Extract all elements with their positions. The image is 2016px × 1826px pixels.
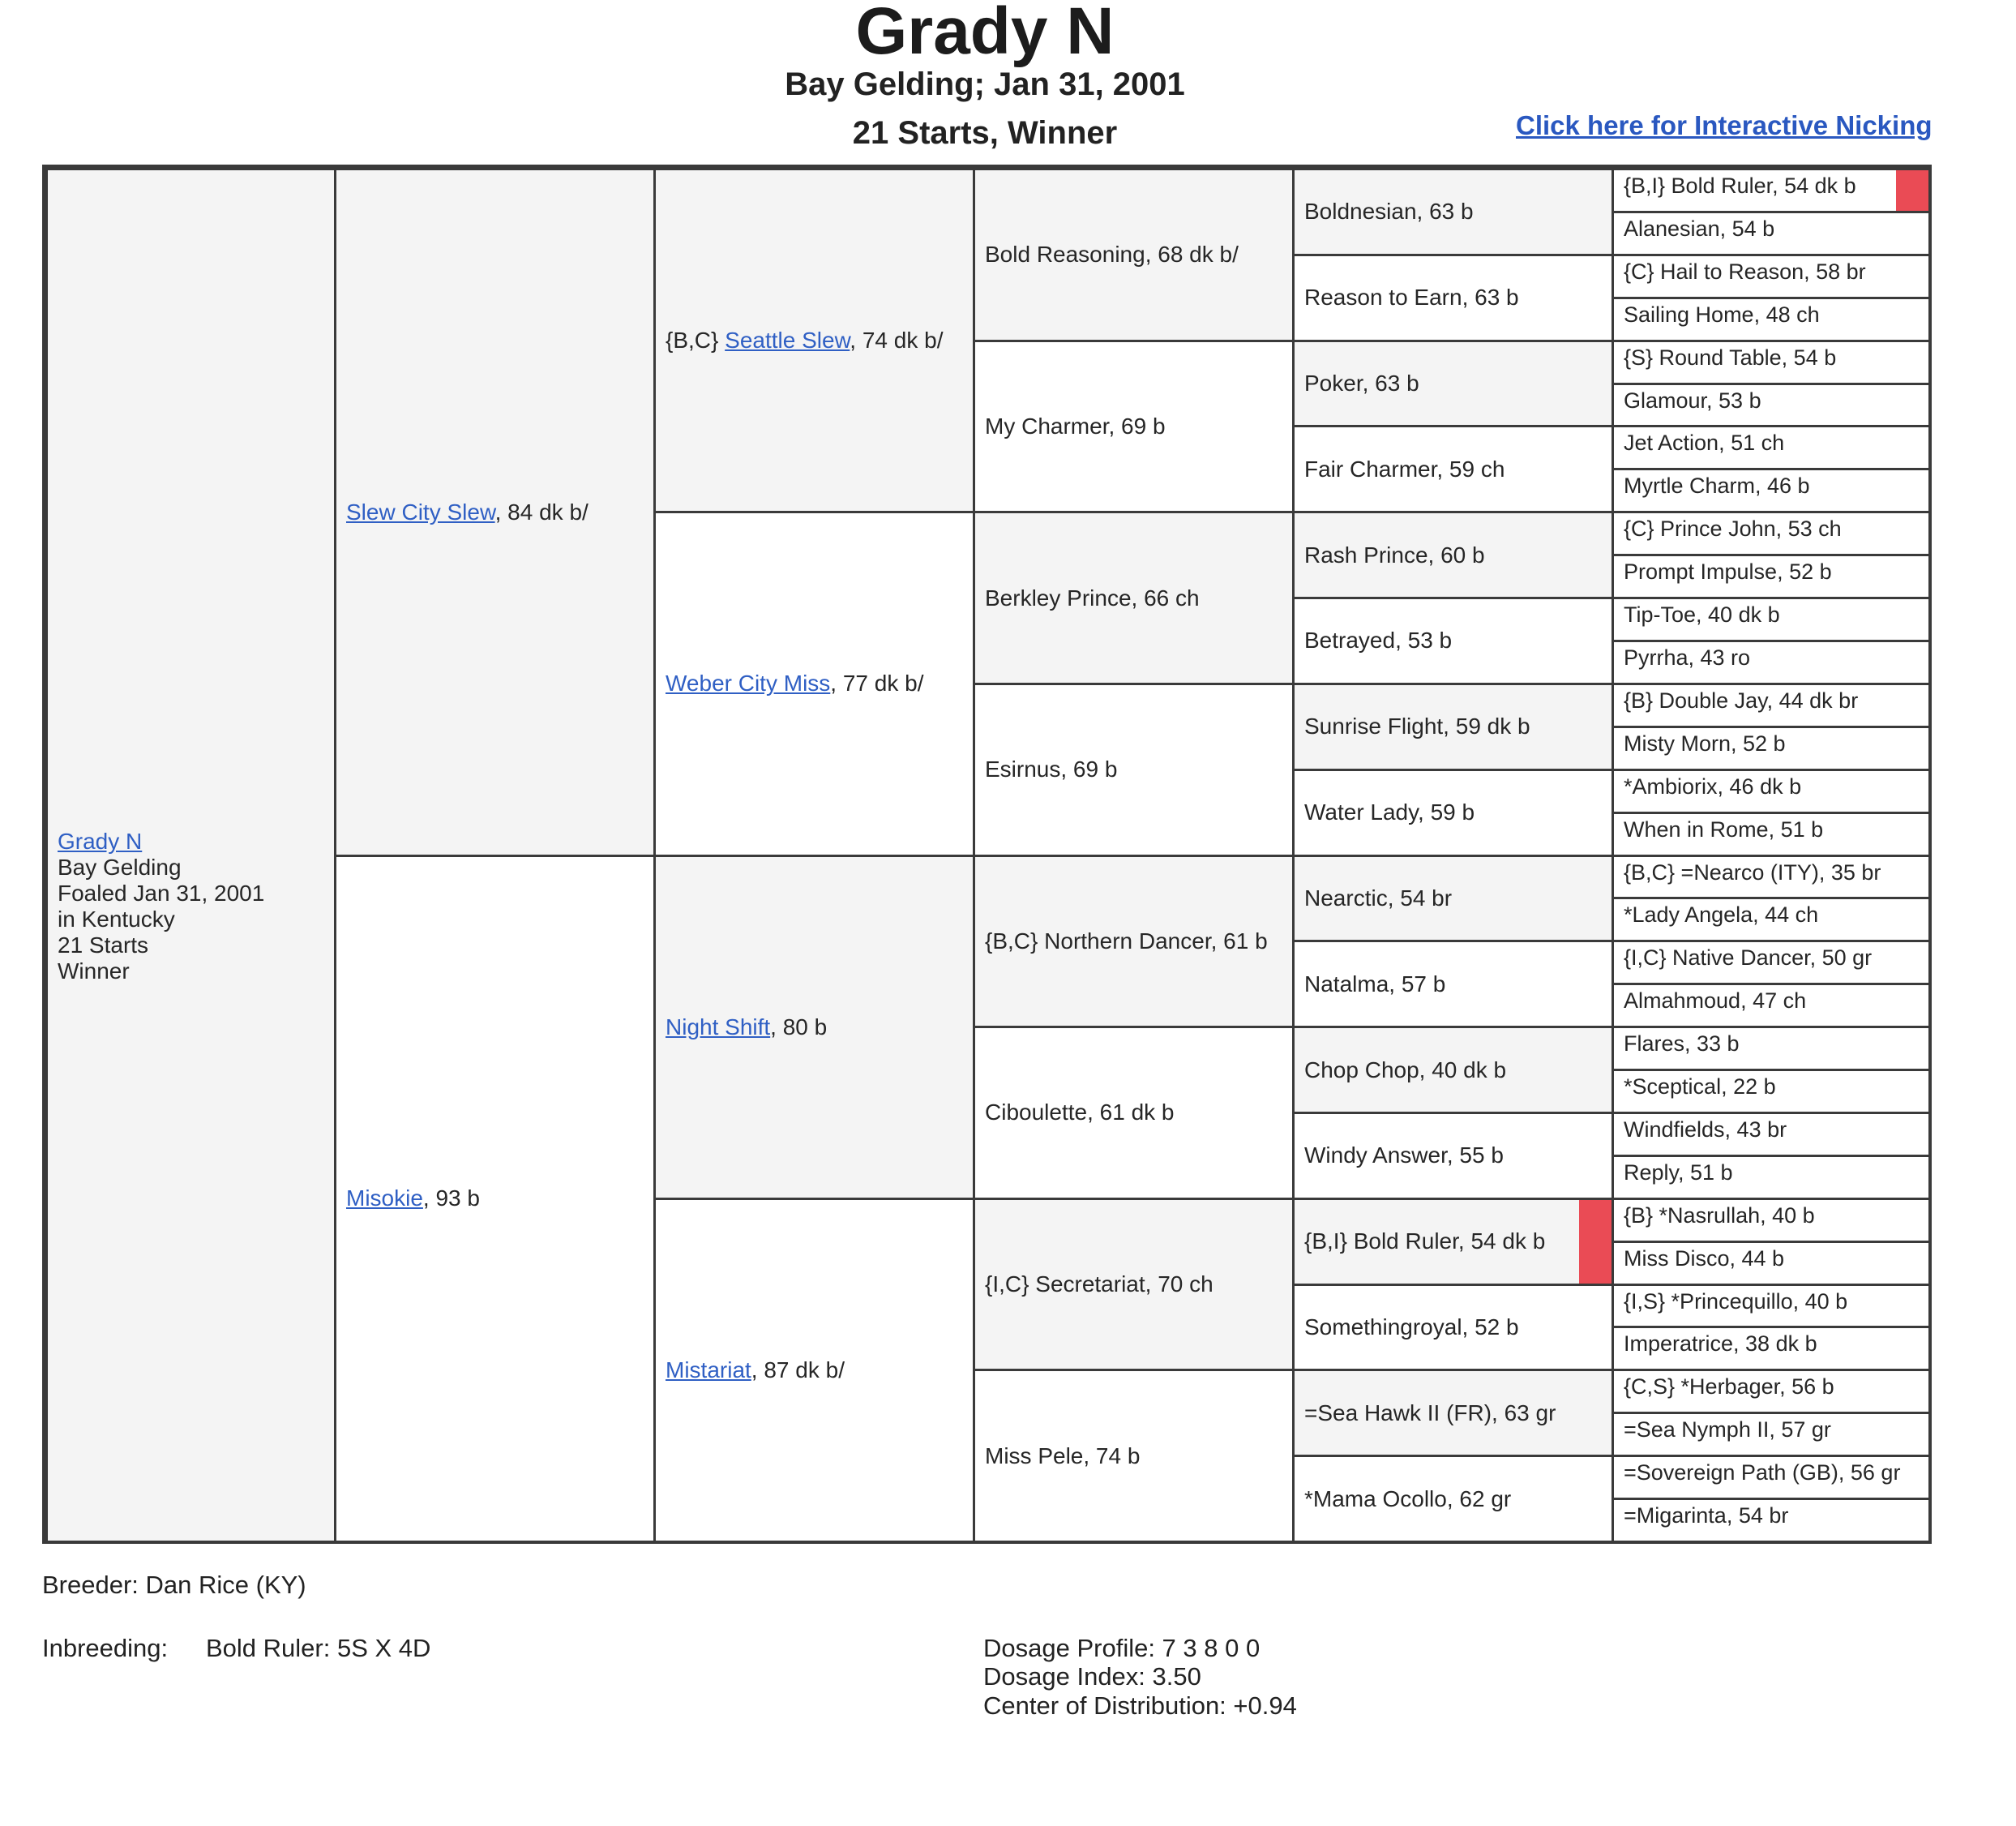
pedigree-table [42,165,1932,1544]
gen3-cell [973,1026,1295,1200]
gen4-horse: Nearctic, 54 br [1304,885,1453,911]
gen4-cell [1292,1026,1614,1114]
gen4-cell [1292,511,1614,599]
gen1-cell [334,855,656,1544]
gen5-cell [1612,812,1931,857]
gen5-horse: {C,S} *Herbager, 56 b [1624,1374,1834,1400]
inbreeding-value: Bold Ruler: 5S X 4D [206,1634,431,1662]
gen5-horse: {C} Prince John, 53 ch [1624,517,1842,542]
gen4-cell [1292,1198,1614,1286]
gen5-cell [1612,1069,1931,1114]
gen4-cell [1292,940,1614,1028]
gen3-horse: Ciboulette, 61 dk b [985,1099,1175,1125]
gen2-horse-link[interactable]: Seattle Slew [725,328,850,354]
gen3-cell [973,1198,1295,1372]
interactive-nicking-link[interactable]: Click here for Interactive Nicking [1516,110,1933,140]
gen2-cell [653,1198,975,1543]
gen1-horse-detail: , 93 b [422,1185,480,1211]
gen2-horse-detail: , 80 b [770,1014,828,1039]
gen4-horse: Windy Answer, 55 b [1304,1142,1504,1168]
gen4-horse: {B,I} Bold Ruler, 54 dk b [1304,1228,1546,1254]
inbreeding-marker [1579,1200,1612,1284]
gen4-horse: *Mama Ocollo, 62 gr [1304,1485,1512,1511]
gen5-cell [1612,1112,1931,1157]
gen5-cell [1612,640,1931,685]
gen4-cell [1292,254,1614,342]
gen5-cell [1612,1241,1931,1286]
gen3-cell [973,855,1295,1029]
gen5-cell [1612,254,1931,299]
gen5-horse: Prompt Impulse, 52 b [1624,559,1832,585]
gen3-horse: Miss Pele, 74 b [985,1442,1141,1468]
gen5-cell [1612,340,1931,385]
gen5-horse: Miss Disco, 44 b [1624,1245,1785,1271]
gen5-horse: Sailing Home, 48 ch [1624,302,1820,327]
gen2-horse-link[interactable]: Weber City Miss [666,671,831,697]
subject-detail-line: Winner [58,958,130,984]
gen5-horse: *Sceptical, 22 b [1624,1074,1776,1099]
inbreeding-marker [1896,170,1928,211]
subject-detail-line: Bay Gelding [58,855,182,880]
gen3-horse: Bold Reasoning, 68 dk b/ [985,242,1239,268]
gen5-horse: Almahmoud, 47 ch [1624,988,1807,1014]
gen2-horse-link[interactable]: Night Shift [666,1014,771,1039]
gen4-horse: Water Lady, 59 b [1304,799,1475,825]
gen1-cell [334,168,656,857]
gen4-cell [1292,1284,1614,1372]
gen2-cell [653,855,975,1200]
subject-detail-line: 21 Starts [58,932,149,958]
gen3-horse: Berkley Prince, 66 ch [985,585,1200,611]
gen5-horse: *Ambiorix, 46 dk b [1624,774,1802,799]
gen5-horse: When in Rome, 51 b [1624,817,1824,842]
gen2-horse-detail: , 87 dk b/ [751,1357,845,1382]
horse-description: Bay Gelding; Jan 31, 2001 [785,66,1185,102]
gen2-horse-link[interactable]: Mistariat [666,1357,751,1382]
gen5-horse: Imperatrice, 38 dk b [1624,1331,1817,1357]
gen5-cell [1612,769,1931,814]
gen5-cell [1612,855,1931,900]
gen3-horse: Esirnus, 69 b [985,757,1118,782]
gen5-cell [1612,211,1931,256]
gen5-cell [1612,683,1931,728]
gen4-cell [1292,1112,1614,1200]
subject-details [58,829,264,984]
gen3-horse: My Charmer, 69 b [985,413,1166,439]
gen5-horse: Alanesian, 54 b [1624,216,1775,241]
gen5-horse: Flares, 33 b [1624,1031,1740,1057]
gen5-horse: {I,C} Native Dancer, 50 gr [1624,945,1873,971]
gen5-cell [1612,940,1931,985]
page-title: Grady N [855,0,1115,68]
center-of-distribution: Center of Distribution: +0.94 [983,1691,1297,1720]
gen1-horse-link[interactable]: Misokie [346,1185,423,1211]
gen5-horse: {B} *Nasrullah, 40 b [1624,1202,1815,1228]
gen2-cell [653,511,975,856]
gen5-cell [1612,1155,1931,1200]
gen5-horse: Tip-Toe, 40 dk b [1624,602,1780,628]
gen4-cell [1292,168,1614,256]
gen4-cell [1292,855,1614,943]
gen3-cell [973,168,1295,342]
gen4-horse: Poker, 63 b [1304,371,1419,396]
gen5-horse: Jet Action, 51 ch [1624,431,1785,456]
gen3-cell [973,511,1295,685]
gen5-horse: Misty Morn, 52 b [1624,731,1786,756]
inbreeding-label: Inbreeding: [42,1634,169,1662]
gen5-cell [1612,1455,1931,1500]
gen5-horse: Myrtle Charm, 46 b [1624,474,1810,499]
gen4-horse: Somethingroyal, 52 b [1304,1314,1519,1339]
gen5-horse: =Sea Nymph II, 57 gr [1624,1417,1831,1442]
gen5-horse: {B,C} =Nearco (ITY), 35 br [1624,859,1881,885]
gen4-horse: Betrayed, 53 b [1304,628,1453,654]
gen5-cell [1612,425,1931,470]
gen2-horse-detail: , 74 dk b/ [850,328,944,354]
gen2-cell [653,168,975,513]
gen4-horse: Rash Prince, 60 b [1304,542,1485,568]
gen3-horse: {I,C} Secretariat, 70 ch [985,1271,1213,1297]
dosage-profile: Dosage Profile: 7 3 8 0 0 [983,1634,1261,1662]
gen4-horse: Fair Charmer, 59 ch [1304,456,1505,482]
subject-detail-line: in Kentucky [58,907,175,932]
gen5-cell [1612,1284,1931,1329]
gen5-horse: Pyrrha, 43 ro [1624,645,1751,670]
gen5-cell [1612,1412,1931,1457]
breeder-info: Breeder: Dan Rice (KY) [42,1571,306,1599]
gen3-cell [973,683,1295,857]
gen3-horse: {B,C} Northern Dancer, 61 b [985,928,1268,954]
gen1-horse-detail: , 84 dk b/ [494,499,589,525]
gen5-cell [1612,168,1931,213]
gen4-horse: Boldnesian, 63 b [1304,199,1474,225]
gen5-cell [1612,1369,1931,1414]
gen5-horse: {B,I} Bold Ruler, 54 dk b [1624,174,1856,198]
gen5-cell [1612,511,1931,556]
gen4-cell [1292,683,1614,771]
gen3-cell [973,1369,1295,1543]
gen5-horse: {I,S} *Princequillo, 40 b [1624,1288,1848,1314]
gen5-horse: Reply, 51 b [1624,1159,1733,1185]
gen4-horse: =Sea Hawk II (FR), 63 gr [1304,1400,1556,1425]
gen5-cell [1612,1198,1931,1243]
gen4-cell [1292,340,1614,428]
gen4-cell [1292,769,1614,857]
gen2-horse-prefix: {B,C} [666,328,726,354]
gen4-horse: Sunrise Flight, 59 dk b [1304,714,1530,739]
gen5-cell [1612,468,1931,513]
subject-cell [45,168,336,1543]
gen5-horse: {C} Hail to Reason, 58 br [1624,259,1866,284]
race-record: 21 Starts, Winner [852,115,1118,151]
gen5-cell [1612,383,1931,428]
gen4-cell [1292,425,1614,513]
subject-detail-line: Foaled Jan 31, 2001 [58,881,265,906]
gen4-cell [1292,1369,1614,1457]
gen4-horse: Reason to Earn, 63 b [1304,285,1519,311]
gen3-cell [973,340,1295,514]
dosage-index: Dosage Index: 3.50 [983,1662,1201,1691]
gen5-horse: Glamour, 53 b [1624,388,1761,413]
gen5-cell [1612,1498,1931,1543]
gen5-horse: {S} Round Table, 54 b [1624,345,1837,370]
gen5-cell [1612,554,1931,599]
gen5-cell [1612,983,1931,1028]
gen4-cell [1292,597,1614,685]
gen5-cell [1612,726,1931,771]
gen1-horse-link[interactable]: Slew City Slew [346,499,495,525]
subject-name-link[interactable]: Grady N [58,829,143,854]
gen4-horse: Chop Chop, 40 dk b [1304,1057,1507,1082]
gen5-horse: *Lady Angela, 44 ch [1624,902,1819,928]
gen2-horse-detail: , 77 dk b/ [830,671,924,697]
gen5-cell [1612,897,1931,942]
gen5-horse: =Sovereign Path (GB), 56 gr [1624,1460,1901,1485]
gen5-cell [1612,297,1931,342]
gen5-horse: =Migarinta, 54 br [1624,1503,1789,1528]
gen5-cell [1612,597,1931,642]
gen4-cell [1292,1455,1614,1543]
gen5-cell [1612,1026,1931,1071]
gen5-horse: Windfields, 43 br [1624,1117,1787,1142]
gen5-horse: {B} Double Jay, 44 dk br [1624,688,1859,713]
gen4-horse: Natalma, 57 b [1304,971,1446,997]
gen5-cell [1612,1326,1931,1371]
